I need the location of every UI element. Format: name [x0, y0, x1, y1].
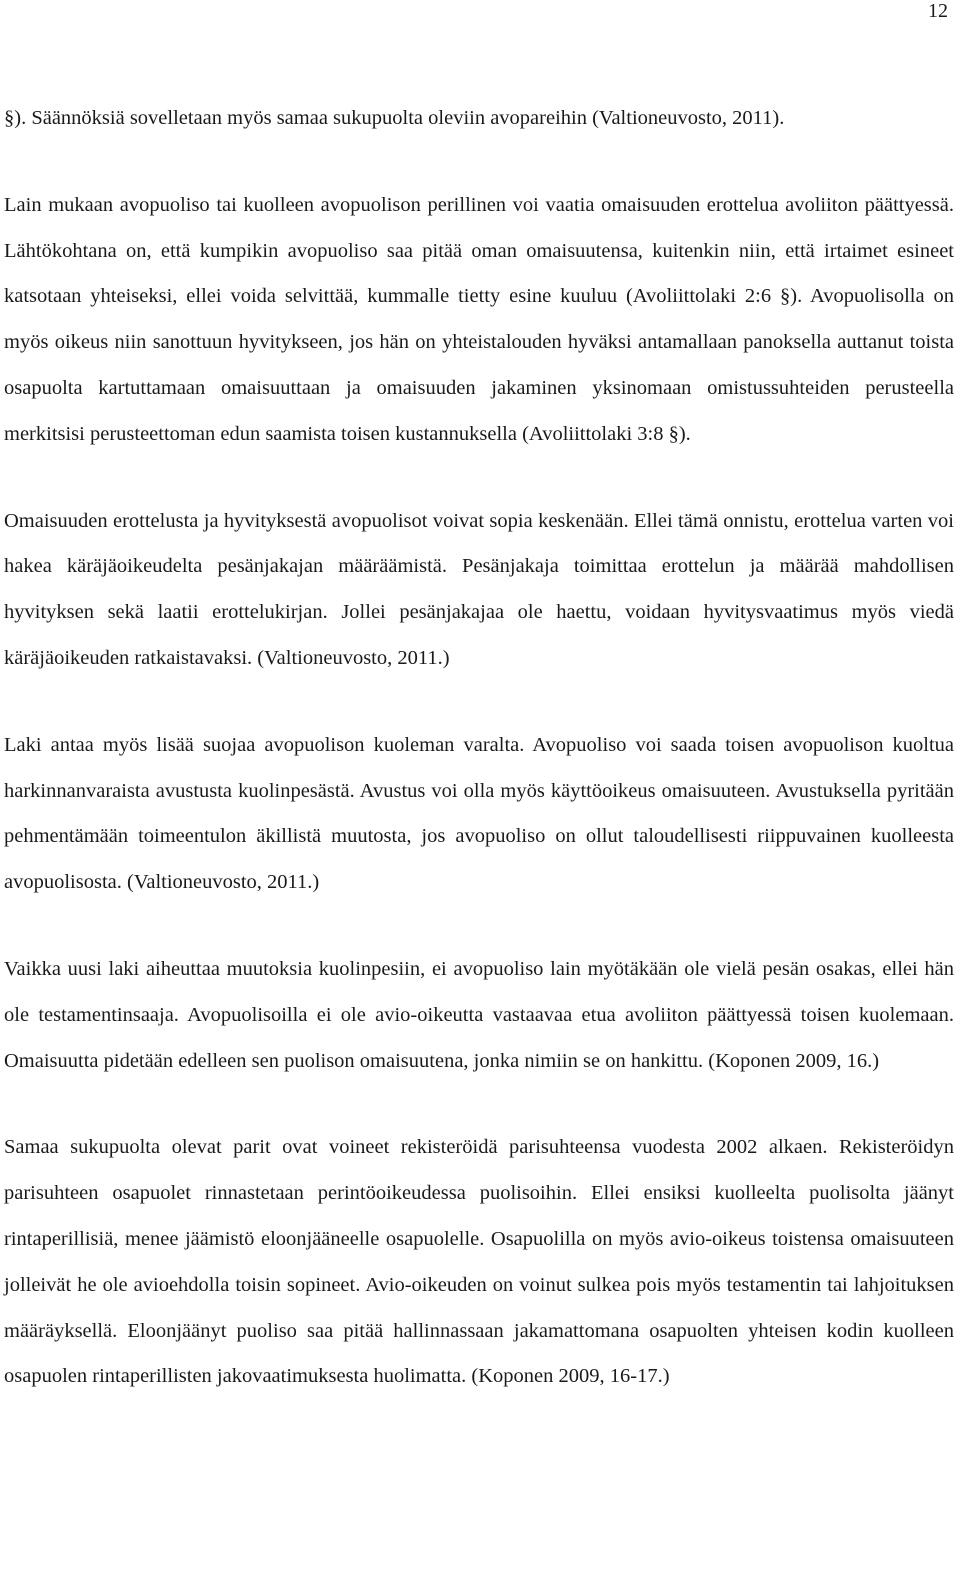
- paragraph: Laki antaa myös lisää suojaa avopuolison kuoleman varalta. Avopuoliso voi saada toisen avopuolison kuoltua harkinnanvaraista avustusta kuolinpesästä. Avustus voi olla myös käyttöoikeus omaisuuteen. Avustuksella pyritään pehmentämään toimeentulon äkillistä muutosta, jos avopuoliso on ollut taloudellisesti riippuvainen kuolleesta avopuolisosta. (Valtioneuvosto, 2011.): [4, 733, 954, 894]
- paragraph: Omaisuuden erottelusta ja hyvityksestä avopuolisot voivat sopia keskenään. Ellei tämä onnistu, erottelua varten voi hakea käräjäoikeudelta pesänjakajan määräämistä. Pesänjakaja toimittaa erottelun ja määrää mahdollisen hyvityksen sekä laatii erottelukirjan. Jollei pesänjakajaa ole haettu, voidaan hyvitysvaatimus myös viedä käräjäoikeuden ratkaistavaksi. (Valtioneuvosto, 2011.): [4, 509, 954, 669]
- paragraph: Vaikka uusi laki aiheuttaa muutoksia kuolinpesiin, ei avopuoliso lain myötäkään ole vielä pesän osakas, ellei hän ole testamentinsaaja. Avopuolisoilla ei ole avio-oikeutta vastaavaa etua avoliiton päättyessä toisen kuolemaan. Omaisuutta pidetään edelleen sen puolison omaisuutena, jonka nimiin se on hankittu. (Koponen 2009, 16.): [4, 957, 954, 1072]
- paragraph: Samaa sukupuolta olevat parit ovat voineet rekisteröidä parisuhteensa vuodesta 2002 alkaen. Rekisteröidyn parisuhteen osapuolet rinnastetaan perintöoikeudessa puolisoihin. Ellei ensiksi kuolleelta puolisolta jäänyt rintaperillisiä, menee jäämistö eloonjääneelle osapuolelle. Osapuolilla on myös avio-oikeus toistensa omaisuuteen jolleivät he ole avioehdolla toisin sopineet. Avio-oikeuden on voinut sulkea pois myös testamentin tai lahjoituksen määräyksellä. Eloonjäänyt puoliso saa pitää hallinnassaan jakamattomana osapuolten yhteisen kodin kuolleen osapuolen rintaperillisten jakovaatimuksesta huolimatta. (Koponen 2009, 16-17.): [4, 1136, 954, 1388]
- document-body: [4, 96, 954, 1400]
- page-number: 12: [928, 0, 948, 22]
- paragraph: §). Säännöksiä sovelletaan myös samaa sukupuolta oleviin avopareihin (Valtioneuvosto, 2011).: [4, 107, 785, 129]
- paragraph: Lain mukaan avopuoliso tai kuolleen avopuolison perillinen voi vaatia omaisuuden erottelua avoliiton päättyessä. Lähtökohtana on, että kumpikin avopuoliso saa pitää oman omaisuutensa, kuitenkin niin, että irtaimet esineet katsotaan yhteiseksi, ellei voida selvittää, kummalle tietty esine kuuluu (Avoliittolaki 2:6 §). Avopuolisolla on myös oikeus niin sanottuun hyvitykseen, jos hän on yhteistalouden hyväksi antamallaan panoksella auttanut toista osapuolta kartuttamaan omaisuuttaan ja omaisuuden jakaminen yksinomaan omistussuhteiden perusteella merkitsisi perusteettoman edun saamista toisen kustannuksella (Avoliittolaki 3:8 §).: [4, 193, 954, 445]
